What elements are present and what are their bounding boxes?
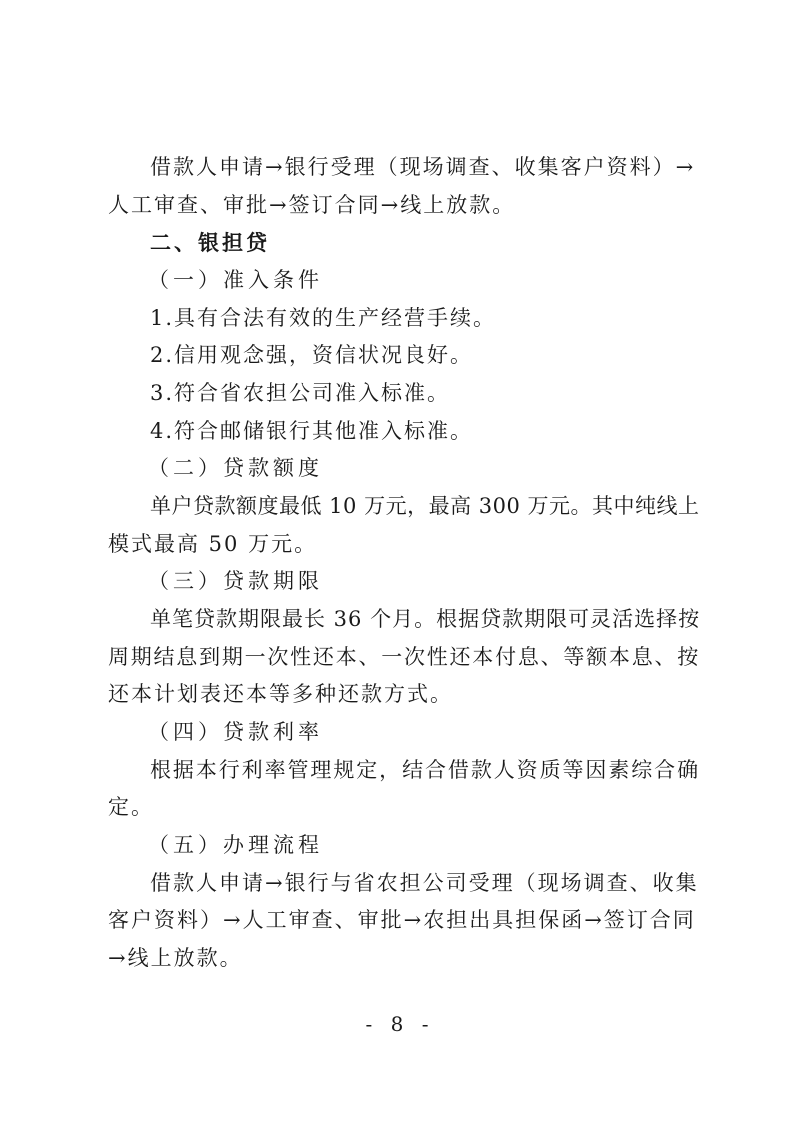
page-number: - 8 -: [365, 1012, 435, 1036]
paragraph-line: 定。: [108, 795, 154, 819]
paragraph-line: 人工审查、审批→签订合同→线上放款。: [108, 193, 516, 217]
subsection-heading: （四）贷款利率: [148, 720, 323, 744]
paragraph-line: 客户资料）→人工审查、审批→农担出具担保函→签订合同: [108, 908, 696, 932]
subsection-heading: （五）办理流程: [148, 833, 323, 857]
paragraph-line: 单笔贷款期限最长 36 个月。根据贷款期限可灵活选择按: [150, 607, 701, 631]
paragraph-line: 周期结息到期一次性还本、一次性还本付息、等额本息、按: [108, 645, 700, 669]
list-item: 1.具有合法有效的生产经营手续。: [150, 306, 497, 330]
subsection-heading: （三）贷款期限: [148, 569, 323, 593]
paragraph-line: 单户贷款额度最低 10 万元，最高 300 万元。其中纯线上: [150, 494, 700, 518]
paragraph-line: 借款人申请→银行与省农担公司受理（现场调查、收集: [150, 871, 699, 895]
subsection-heading: （二）贷款额度: [148, 456, 323, 480]
paragraph-line: 借款人申请→银行受理（现场调查、收集客户资料）→: [150, 155, 696, 179]
section-heading: 二、银担贷: [150, 231, 270, 255]
paragraph-line: →线上放款。: [108, 946, 243, 970]
list-item: 2.信用观念强，资信状况良好。: [150, 343, 474, 367]
list-item: 3.符合省农担公司准入标准。: [150, 381, 451, 405]
paragraph-line: 根据本行利率管理规定，结合借款人资质等因素综合确: [150, 758, 700, 782]
list-item: 4.符合邮储银行其他准入标准。: [150, 419, 474, 443]
subsection-heading: （一）准入条件: [148, 268, 323, 292]
paragraph-line: 还本计划表还本等多种还款方式。: [108, 682, 453, 706]
paragraph-line: 模式最高 50 万元。: [108, 532, 318, 556]
